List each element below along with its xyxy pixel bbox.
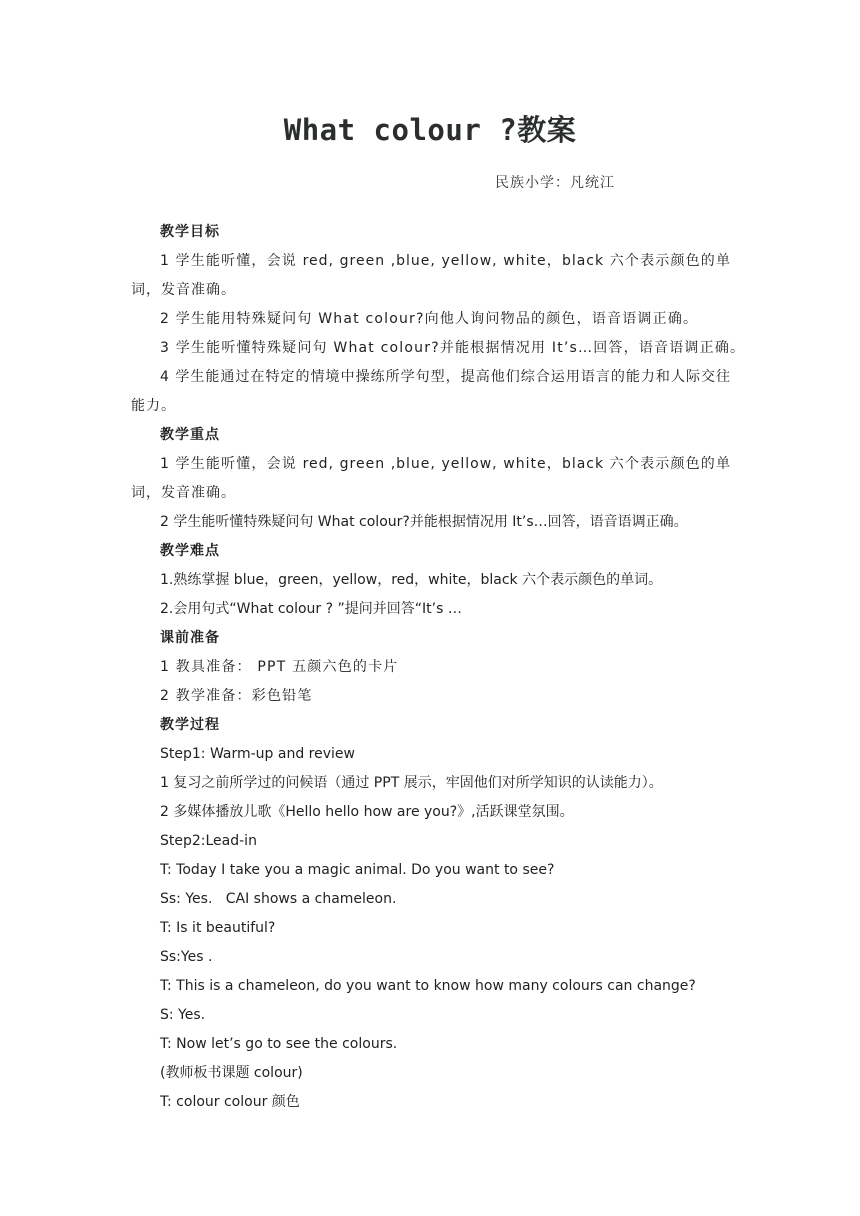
process-step-1-item-2: 2 多媒体播放儿歌《Hello hello how are you?》,活跃课堂氛围。 [160,804,574,820]
process-step-1: Step1: Warm-up and review [160,746,355,762]
dialogue-line: Ss:Yes . [160,949,213,965]
dialogue-line: T: Today I take you a magic animal. Do you want to see? [160,862,555,878]
dialogue-line: Ss: Yes. CAI shows a chameleon. [160,891,397,907]
dialogue-line: (教师板书课题 colour) [160,1065,303,1081]
author-line: 民族小学：凡统江 [495,175,615,191]
key-point-item-2: 2 学生能听懂特殊疑问句 What colour?并能根据情况用 It’s…回答，语音语调正确。 [160,514,688,530]
objective-item-1: 1 学生能听懂，会说 red, green ,blue, yellow, white，black 六个表示颜色的单词，发音准确。 [131,253,731,298]
key-point-item-1: 1 学生能听懂，会说 red, green ,blue, yellow, white，black 六个表示颜色的单词，发音准确。 [131,456,731,501]
process-step-1-item-1: 1 复习之前所学过的问候语（通过 PPT 展示，牢固他们对所学知识的认读能力）。 [160,775,663,791]
objective-item-4: 4 学生能通过在特定的情境中操练所学句型，提高他们综合运用语言的能力和人际交往能力。 [131,369,731,414]
preparation-item-2: 2 教学准备：彩色铅笔 [160,688,313,704]
dialogue-line: T: Now let’s go to see the colours. [160,1036,398,1052]
section-heading-difficulties: 教学难点 [160,543,220,559]
document-body [131,218,746,1117]
difficulty-item-1: 1.熟练掌握 blue，green，yellow，red，white，black 六个表示颜色的单词。 [160,572,663,588]
document-title: What colour ?教案 [283,113,577,147]
section-heading-key-points: 教学重点 [160,427,220,443]
process-step-2: Step2:Lead-in [160,833,257,849]
dialogue-line: T: colour colour 颜色 [160,1094,300,1110]
section-heading-preparation: 课前准备 [160,630,220,646]
section-heading-process: 教学过程 [160,717,220,733]
dialogue-line: T: This is a chameleon, do you want to know how many colours can change? [160,978,696,994]
preparation-item-1: 1 教具准备： PPT 五颜六色的卡片 [160,659,399,675]
objective-item-2: 2 学生能用特殊疑问句 What colour?向他人询问物品的颜色，语音语调正确。 [160,311,699,327]
difficulty-item-2: 2.会用句式“What colour ? ”提问并回答“It’s … [160,601,462,617]
dialogue-line: T: Is it beautiful? [160,920,276,936]
objective-item-3: 3 学生能听懂特殊疑问句 What colour?并能根据情况用 It’s…回答，语音语调正确。 [160,340,746,356]
dialogue-line: S: Yes. [160,1007,206,1023]
section-heading-objectives: 教学目标 [160,224,220,240]
